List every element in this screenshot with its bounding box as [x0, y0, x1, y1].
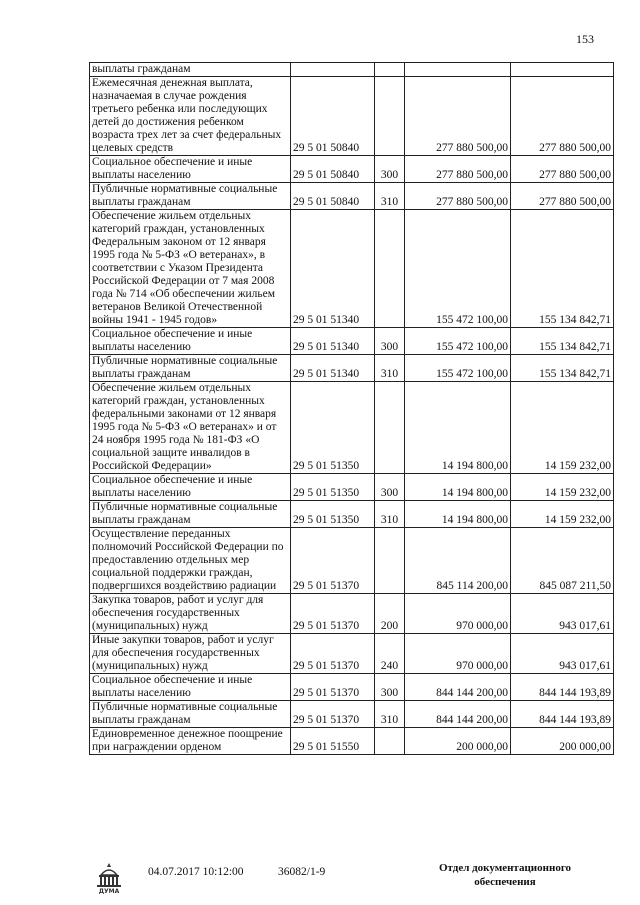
row-type-cell	[375, 210, 405, 328]
row-name-cell: Публичные нормативные социальные выплаты гражданам	[90, 701, 291, 728]
row-value-approved-cell: 14 194 800,00	[405, 382, 511, 474]
row-code-cell	[291, 63, 375, 77]
footer-doc-number: 36082/1-9	[278, 866, 326, 878]
row-type-cell: 240	[375, 634, 405, 674]
row-value-executed-cell: 14 159 232,00	[511, 382, 614, 474]
table-row	[90, 501, 614, 528]
row-type-cell: 310	[375, 501, 405, 528]
row-code-cell: 29 5 01 51370	[291, 634, 375, 674]
row-type-cell	[375, 77, 405, 156]
row-name-cell: Обеспечение жильем отдельных категорий граждан, установленных федеральными законами от 12 января 1995 года № 5-ФЗ «О ветеранах» и от 24 ноября 1995 года № 181-ФЗ «О социальной защите инвалидов в Российской Федерации»	[90, 382, 291, 474]
row-value-approved-cell: 14 194 800,00	[405, 501, 511, 528]
table-row	[90, 77, 614, 156]
row-value-executed-cell: 14 159 232,00	[511, 474, 614, 501]
row-value-approved-cell: 844 144 200,00	[405, 701, 511, 728]
row-type-cell: 300	[375, 674, 405, 701]
table-row	[90, 701, 614, 728]
row-code-cell: 29 5 01 51340	[291, 210, 375, 328]
row-type-cell	[375, 382, 405, 474]
row-name-cell: Осуществление переданных полномочий Российской Федерации по предоставлению отдельных мер социальной поддержки граждан, подвергшихся воздействию радиации	[90, 528, 291, 594]
row-code-cell: 29 5 01 51370	[291, 701, 375, 728]
row-value-approved-cell: 277 880 500,00	[405, 156, 511, 183]
row-value-approved-cell: 200 000,00	[405, 728, 511, 755]
table-row	[90, 210, 614, 328]
table-row	[90, 474, 614, 501]
row-type-cell: 300	[375, 156, 405, 183]
row-value-approved-cell: 970 000,00	[405, 594, 511, 634]
row-value-executed-cell: 277 880 500,00	[511, 183, 614, 210]
footer-department: Отдел документационного обеспечения	[438, 862, 572, 888]
table-row	[90, 528, 614, 594]
table-row	[90, 728, 614, 755]
row-value-executed-cell: 200 000,00	[511, 728, 614, 755]
row-name-cell: Ежемесячная денежная выплата, назначаемая в случае рождения третьего ребенка или последующих детей до достижения ребенком возраста трех лет за счет федеральных целевых средств	[90, 77, 291, 156]
row-code-cell: 29 5 01 50840	[291, 156, 375, 183]
row-value-executed-cell: 943 017,61	[511, 634, 614, 674]
row-value-executed-cell: 277 880 500,00	[511, 77, 614, 156]
table-row	[90, 674, 614, 701]
row-type-cell: 300	[375, 328, 405, 355]
row-value-approved-cell: 155 472 100,00	[405, 328, 511, 355]
table-row	[90, 634, 614, 674]
row-value-executed-cell: 844 144 193,89	[511, 674, 614, 701]
row-value-executed-cell: 155 134 842,71	[511, 355, 614, 382]
row-type-cell: 200	[375, 594, 405, 634]
table-row	[90, 156, 614, 183]
row-value-approved-cell: 14 194 800,00	[405, 474, 511, 501]
row-name-cell: выплаты гражданам	[90, 63, 291, 77]
table-row	[90, 594, 614, 634]
row-code-cell: 29 5 01 51340	[291, 328, 375, 355]
logo-text: ДУМА	[98, 888, 120, 895]
footer-datetime: 04.07.2017 10:12:00	[148, 866, 244, 878]
row-value-approved-cell: 844 144 200,00	[405, 674, 511, 701]
row-type-cell: 310	[375, 701, 405, 728]
row-code-cell: 29 5 01 50840	[291, 77, 375, 156]
row-name-cell: Социальное обеспечение и иные выплаты населению	[90, 328, 291, 355]
row-type-cell: 310	[375, 355, 405, 382]
row-value-executed-cell: 155 134 842,71	[511, 210, 614, 328]
table-row	[90, 328, 614, 355]
row-type-cell	[375, 728, 405, 755]
budget-table	[89, 62, 614, 755]
row-value-executed-cell: 943 017,61	[511, 594, 614, 634]
row-type-cell: 310	[375, 183, 405, 210]
row-code-cell: 29 5 01 51350	[291, 501, 375, 528]
table-row	[90, 382, 614, 474]
row-value-executed-cell: 844 144 193,89	[511, 701, 614, 728]
table-row	[90, 355, 614, 382]
row-value-approved-cell: 277 880 500,00	[405, 77, 511, 156]
row-name-cell: Социальное обеспечение и иные выплаты населению	[90, 674, 291, 701]
row-value-approved-cell: 155 472 100,00	[405, 210, 511, 328]
row-type-cell: 300	[375, 474, 405, 501]
row-name-cell: Публичные нормативные социальные выплаты гражданам	[90, 501, 291, 528]
row-value-approved-cell: 970 000,00	[405, 634, 511, 674]
row-code-cell: 29 5 01 51350	[291, 382, 375, 474]
row-value-approved-cell: 277 880 500,00	[405, 183, 511, 210]
row-value-executed-cell: 845 087 211,50	[511, 528, 614, 594]
row-name-cell: Иные закупки товаров, работ и услуг для обеспечения государственных (муниципальных) нужд	[90, 634, 291, 674]
row-name-cell: Публичные нормативные социальные выплаты гражданам	[90, 183, 291, 210]
row-name-cell: Социальное обеспечение и иные выплаты населению	[90, 156, 291, 183]
row-value-executed-cell: 14 159 232,00	[511, 501, 614, 528]
row-value-executed-cell: 155 134 842,71	[511, 328, 614, 355]
row-code-cell: 29 5 01 51340	[291, 355, 375, 382]
row-name-cell: Закупка товаров, работ и услуг для обеспечения государственных (муниципальных) нужд	[90, 594, 291, 634]
row-value-executed-cell	[511, 63, 614, 77]
row-type-cell	[375, 528, 405, 594]
row-name-cell: Обеспечение жильем отдельных категорий граждан, установленных Федеральным законом от 12 января 1995 года № 5-ФЗ «О ветеранах», в соответствии с Указом Президента Российской Федерации от 7 мая 2008 года № 714 «Об обеспечении жильем ветеранов Великой Отечественной войны 1941 - 1945 годов»	[90, 210, 291, 328]
row-name-cell: Социальное обеспечение и иные выплаты населению	[90, 474, 291, 501]
row-type-cell	[375, 63, 405, 77]
row-name-cell: Единовременное денежное поощрение при награждении орденом	[90, 728, 291, 755]
budget-table-body	[90, 63, 614, 755]
row-code-cell: 29 5 01 51550	[291, 728, 375, 755]
table-row	[90, 63, 614, 77]
page-footer	[0, 861, 640, 901]
row-code-cell: 29 5 01 51370	[291, 674, 375, 701]
table-row	[90, 183, 614, 210]
page-number: 153	[576, 32, 594, 46]
row-code-cell: 29 5 01 51350	[291, 474, 375, 501]
row-code-cell: 29 5 01 51370	[291, 528, 375, 594]
row-value-approved-cell	[405, 63, 511, 77]
row-name-cell: Публичные нормативные социальные выплаты гражданам	[90, 355, 291, 382]
row-value-approved-cell: 155 472 100,00	[405, 355, 511, 382]
row-value-executed-cell: 277 880 500,00	[511, 156, 614, 183]
duma-logo-icon	[91, 861, 127, 895]
row-value-approved-cell: 845 114 200,00	[405, 528, 511, 594]
row-code-cell: 29 5 01 50840	[291, 183, 375, 210]
row-code-cell: 29 5 01 51370	[291, 594, 375, 634]
